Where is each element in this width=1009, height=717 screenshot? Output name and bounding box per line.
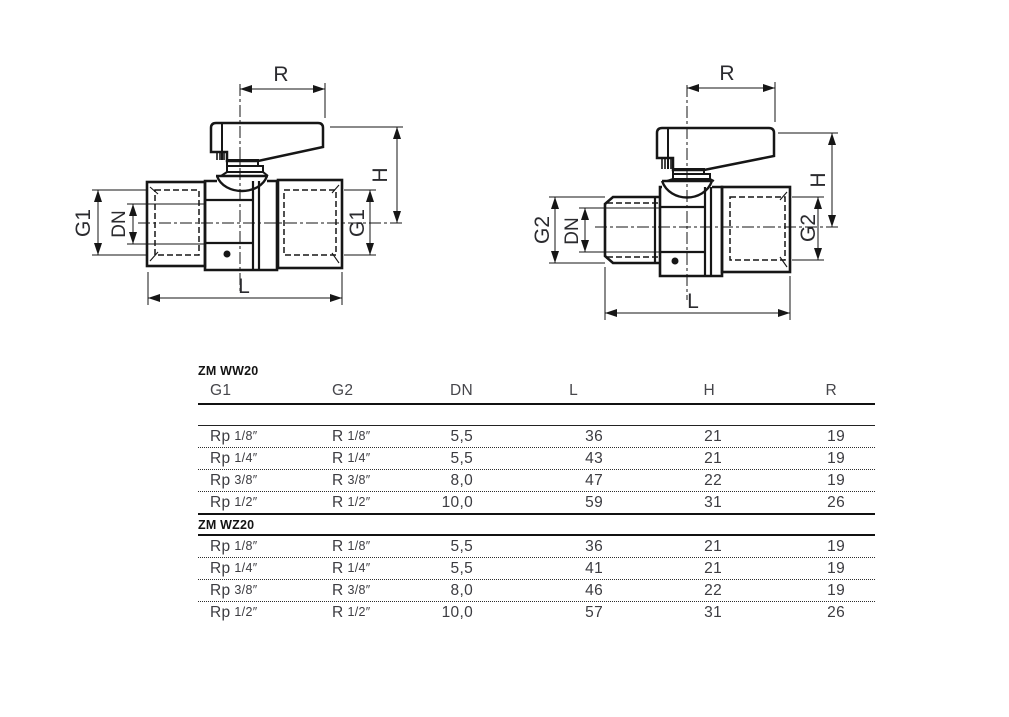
thread-prefix: R bbox=[332, 537, 344, 555]
col-header-h: H bbox=[703, 382, 715, 399]
label-L: L bbox=[687, 290, 699, 313]
cell-l: 43 bbox=[585, 449, 603, 467]
cell-g1 bbox=[198, 472, 320, 490]
cell-r: 26 bbox=[827, 603, 845, 621]
extension-lines-right bbox=[549, 82, 838, 320]
cell-r: 19 bbox=[827, 449, 845, 467]
bore-lines-left bbox=[127, 204, 205, 244]
cell-r: 19 bbox=[827, 581, 845, 599]
thread-prefix: Rp bbox=[210, 427, 231, 445]
right-port-left-valve bbox=[278, 180, 342, 268]
cell-g2 bbox=[320, 450, 395, 468]
thread-fraction: 1/4″ bbox=[234, 450, 258, 465]
cell-g1 bbox=[198, 604, 320, 622]
table-row bbox=[198, 558, 875, 579]
cell-g2 bbox=[320, 538, 395, 556]
cell-l: 41 bbox=[585, 559, 603, 577]
cell-r: 19 bbox=[827, 427, 845, 445]
dimension-labels-left bbox=[72, 63, 392, 298]
table-row bbox=[198, 448, 875, 469]
thread-dashed-female bbox=[730, 197, 785, 260]
cell-dn: 10,0 bbox=[441, 603, 473, 621]
label-DN: DN bbox=[109, 210, 130, 238]
thread-fraction: 1/8″ bbox=[234, 538, 258, 553]
thread-fraction: 3/8″ bbox=[234, 472, 258, 487]
label-G2-right: G2 bbox=[797, 213, 820, 243]
cell-g1 bbox=[198, 450, 320, 468]
col-header-dn: DN bbox=[450, 382, 473, 399]
thread-prefix: Rp bbox=[210, 559, 231, 577]
cell-l: 46 bbox=[585, 581, 603, 599]
valve-body-right bbox=[660, 187, 722, 276]
cell-g2 bbox=[320, 604, 395, 622]
cell-l: 36 bbox=[585, 537, 603, 555]
label-H: H bbox=[369, 167, 392, 183]
thread-prefix: R bbox=[332, 493, 344, 511]
thread-prefix: Rp bbox=[210, 449, 231, 467]
cell-g2 bbox=[320, 494, 395, 512]
thread-fraction: 1/2″ bbox=[234, 494, 258, 509]
thread-fraction: 1/8″ bbox=[234, 428, 258, 443]
thread-fraction: 1/8″ bbox=[347, 538, 371, 553]
col-header-r: R bbox=[825, 382, 837, 399]
thread-fraction: 1/4″ bbox=[234, 560, 258, 575]
cell-g1 bbox=[198, 428, 320, 446]
cell-g1 bbox=[198, 538, 320, 556]
label-G2-left: G2 bbox=[531, 215, 554, 245]
cell-r: 19 bbox=[827, 537, 845, 555]
label-R: R bbox=[273, 63, 289, 86]
thread-fraction: 3/8″ bbox=[347, 472, 371, 487]
thread-fraction: 1/2″ bbox=[347, 604, 371, 619]
valve-drawing-left bbox=[72, 63, 403, 305]
cell-r: 26 bbox=[827, 493, 845, 511]
label-G1-left: G1 bbox=[72, 208, 95, 238]
thread-prefix: R bbox=[332, 471, 344, 489]
cell-dn: 5,5 bbox=[450, 427, 473, 445]
thread-fraction: 1/8″ bbox=[347, 428, 371, 443]
cell-l: 59 bbox=[585, 493, 603, 511]
col-header-l: L bbox=[569, 382, 578, 399]
cell-l: 47 bbox=[585, 471, 603, 489]
bore-lines-right bbox=[579, 208, 660, 252]
female-port-right-valve bbox=[722, 187, 790, 272]
table-row bbox=[198, 492, 875, 513]
cell-h: 21 bbox=[704, 427, 722, 445]
thread-prefix: R bbox=[332, 449, 344, 467]
table-row bbox=[198, 580, 875, 601]
cell-r: 19 bbox=[827, 559, 845, 577]
cell-r: 19 bbox=[827, 471, 845, 489]
cell-g2 bbox=[320, 428, 395, 446]
cell-l: 57 bbox=[585, 603, 603, 621]
table-section-title-ww20: ZM WW20 bbox=[198, 364, 259, 378]
table-section-title-wz20: ZM WZ20 bbox=[198, 518, 255, 532]
cell-dn: 5,5 bbox=[450, 559, 473, 577]
body-dot-left bbox=[224, 251, 231, 258]
thread-fraction: 1/2″ bbox=[347, 494, 371, 509]
thread-prefix: Rp bbox=[210, 493, 231, 511]
cell-g1 bbox=[198, 560, 320, 578]
valve-body-left bbox=[205, 181, 277, 270]
valve-handle-left bbox=[211, 123, 323, 161]
label-DN: DN bbox=[562, 217, 583, 245]
thread-prefix: R bbox=[332, 603, 344, 621]
thread-fraction: 1/2″ bbox=[234, 604, 258, 619]
male-thread-port bbox=[605, 197, 660, 263]
cell-dn: 5,5 bbox=[450, 537, 473, 555]
table-row bbox=[198, 470, 875, 491]
cell-h: 21 bbox=[704, 537, 722, 555]
cell-l: 36 bbox=[585, 427, 603, 445]
cell-dn: 10,0 bbox=[441, 493, 473, 511]
cell-h: 21 bbox=[704, 559, 722, 577]
thread-prefix: R bbox=[332, 559, 344, 577]
label-H: H bbox=[807, 172, 830, 188]
thread-fraction: 3/8″ bbox=[347, 582, 371, 597]
cell-g1 bbox=[198, 494, 320, 512]
table-row bbox=[198, 602, 875, 623]
cell-g2 bbox=[320, 560, 395, 578]
body-dot-right bbox=[672, 258, 679, 265]
center-lines-left bbox=[138, 84, 402, 292]
center-lines-right bbox=[595, 85, 838, 300]
table-header-row bbox=[198, 379, 875, 403]
dimension-table bbox=[198, 363, 875, 623]
thread-fraction: 1/4″ bbox=[347, 560, 371, 575]
valve-drawing-right bbox=[531, 62, 838, 320]
thread-prefix: Rp bbox=[210, 471, 231, 489]
left-port-left-valve bbox=[147, 182, 205, 266]
extension-lines-left bbox=[92, 83, 403, 305]
table-row bbox=[198, 536, 875, 557]
cell-h: 21 bbox=[704, 449, 722, 467]
cell-h: 22 bbox=[704, 581, 722, 599]
cell-h: 22 bbox=[704, 471, 722, 489]
valve-stem-left bbox=[216, 160, 268, 191]
cell-h: 31 bbox=[704, 603, 722, 621]
label-G1-right: G1 bbox=[346, 208, 369, 238]
thread-prefix: R bbox=[332, 427, 344, 445]
cell-g2 bbox=[320, 472, 395, 490]
thread-prefix: Rp bbox=[210, 537, 231, 555]
col-header-g2: G2 bbox=[332, 382, 354, 399]
thread-prefix: Rp bbox=[210, 581, 231, 599]
thread-fraction: 1/4″ bbox=[347, 450, 371, 465]
spacer-row bbox=[198, 405, 875, 425]
cell-h: 31 bbox=[704, 493, 722, 511]
valve-stem-right bbox=[662, 169, 714, 198]
cell-dn: 8,0 bbox=[450, 581, 473, 599]
table-row bbox=[198, 426, 875, 447]
cell-g2 bbox=[320, 582, 395, 600]
col-header-g1: G1 bbox=[210, 382, 232, 399]
valve-handle-right bbox=[657, 128, 774, 170]
cell-dn: 5,5 bbox=[450, 449, 473, 467]
thread-prefix: Rp bbox=[210, 603, 231, 621]
label-L: L bbox=[238, 275, 250, 298]
thread-fraction: 3/8″ bbox=[234, 582, 258, 597]
cell-g1 bbox=[198, 582, 320, 600]
cell-dn: 8,0 bbox=[450, 471, 473, 489]
thread-prefix: R bbox=[332, 581, 344, 599]
label-R: R bbox=[719, 62, 735, 85]
dimension-lines-left bbox=[98, 89, 397, 298]
